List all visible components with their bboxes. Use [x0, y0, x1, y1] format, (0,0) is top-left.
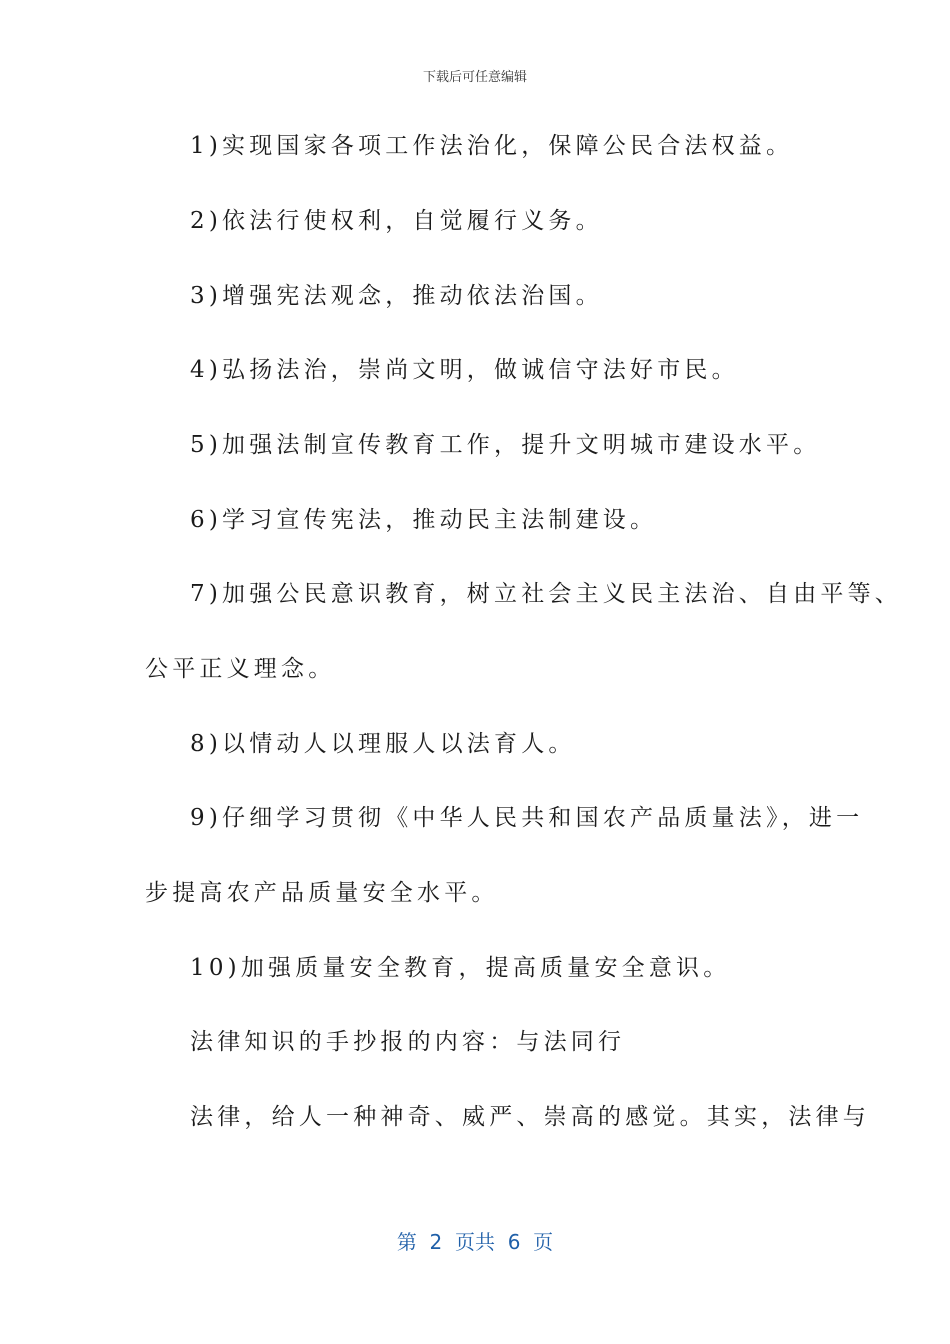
paragraph-line: 3)增强宪法观念，推动依法治国。 [190, 283, 603, 309]
section-heading: 法律知识的手抄报的内容：与法同行 [190, 1029, 626, 1055]
paragraph-line: 7)加强公民意识教育，树立社会主义民主法治、自由平等、 [190, 581, 903, 607]
paragraph-line: 8)以情动人以理服人以法育人。 [190, 731, 576, 757]
paragraph-line: 10)加强质量安全教育，提高质量安全意识。 [190, 955, 731, 981]
paragraph-line: 5)加强法制宣传教育工作，提升文明城市建设水平。 [190, 432, 821, 458]
paragraph-line: 1)实现国家各项工作法治化，保障公民合法权益。 [190, 133, 794, 159]
paragraph-line: 4)弘扬法治，崇尚文明，做诚信守法好市民。 [190, 357, 739, 383]
paragraph-line: 6)学习宣传宪法，推动民主法制建设。 [190, 507, 658, 533]
page-number-footer: 第 2 页共 6 页 [396, 1230, 554, 1254]
paragraph-line: 9)仔细学习贯彻《中华人民共和国农产品质量法》，进一 [190, 805, 864, 831]
paragraph-line: 步提高农产品质量安全水平。 [145, 880, 499, 906]
paragraph-line: 公平正义理念。 [145, 656, 336, 682]
paragraph-line: 2)依法行使权利，自觉履行义务。 [190, 208, 603, 234]
paragraph-line: 法律，给人一种神奇、威严、崇高的感觉。其实，法律与 [190, 1104, 870, 1130]
page-header: 下载后可任意编辑 [422, 70, 527, 85]
